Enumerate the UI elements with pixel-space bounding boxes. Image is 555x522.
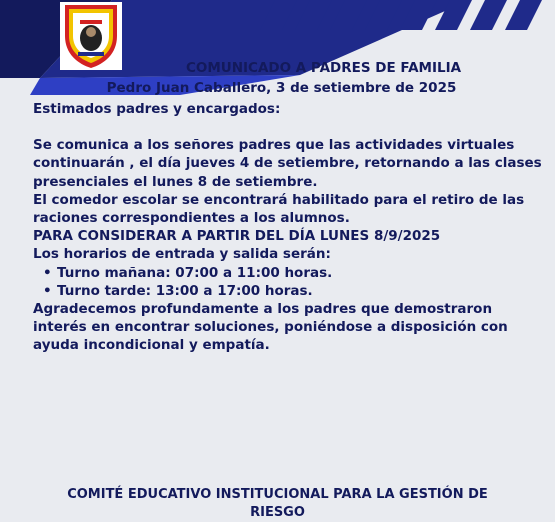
paragraph-school-dining: El comedor escolar se encontrará habilitado para el retiro de las raciones correspondientes a los alumnos.: [33, 191, 525, 227]
paragraph-effective-date: PARA CONSIDERAR A PARTIR DEL DÍA LUNES 8/9/2025: [33, 228, 441, 245]
list-item: • Turno tarde: 13:00 a 17:00 horas.: [57, 282, 545, 300]
schedule-list: [33, 264, 545, 300]
signature-line: COMITÉ EDUCATIVO INSTITUCIONAL PARA LA GESTIÓN DE: [67, 487, 488, 502]
paragraph-virtual-activities: Se comunica a los señores padres que las actividades virtuales continuarán , el día jueves 4 de setiembre, retornando a las clases presenciales el lunes 8 de setiembre.: [33, 137, 542, 190]
signature-block: [0, 486, 555, 522]
page-title: COMUNICADO A PADRES DE FAMILIA: [185, 60, 462, 76]
signature-line: RIESGO: [250, 505, 305, 520]
dateline: Pedro Juan Caballero, 3 de setiembre de 2025: [106, 80, 457, 96]
announcement-body: [33, 100, 545, 355]
spacer: [33, 118, 545, 136]
greeting: Estimados padres y encargados:: [33, 101, 281, 117]
paragraph-schedule-intro: Los horarios de entrada y salida serán:: [33, 246, 331, 263]
paragraph-thanks: Agradecemos profundamente a los padres que demostraron interés en encontrar soluciones, poniéndose a disposición con ayuda incondicional y empatía.: [33, 301, 508, 354]
list-item: • Turno mañana: 07:00 a 11:00 horas.: [57, 264, 545, 282]
